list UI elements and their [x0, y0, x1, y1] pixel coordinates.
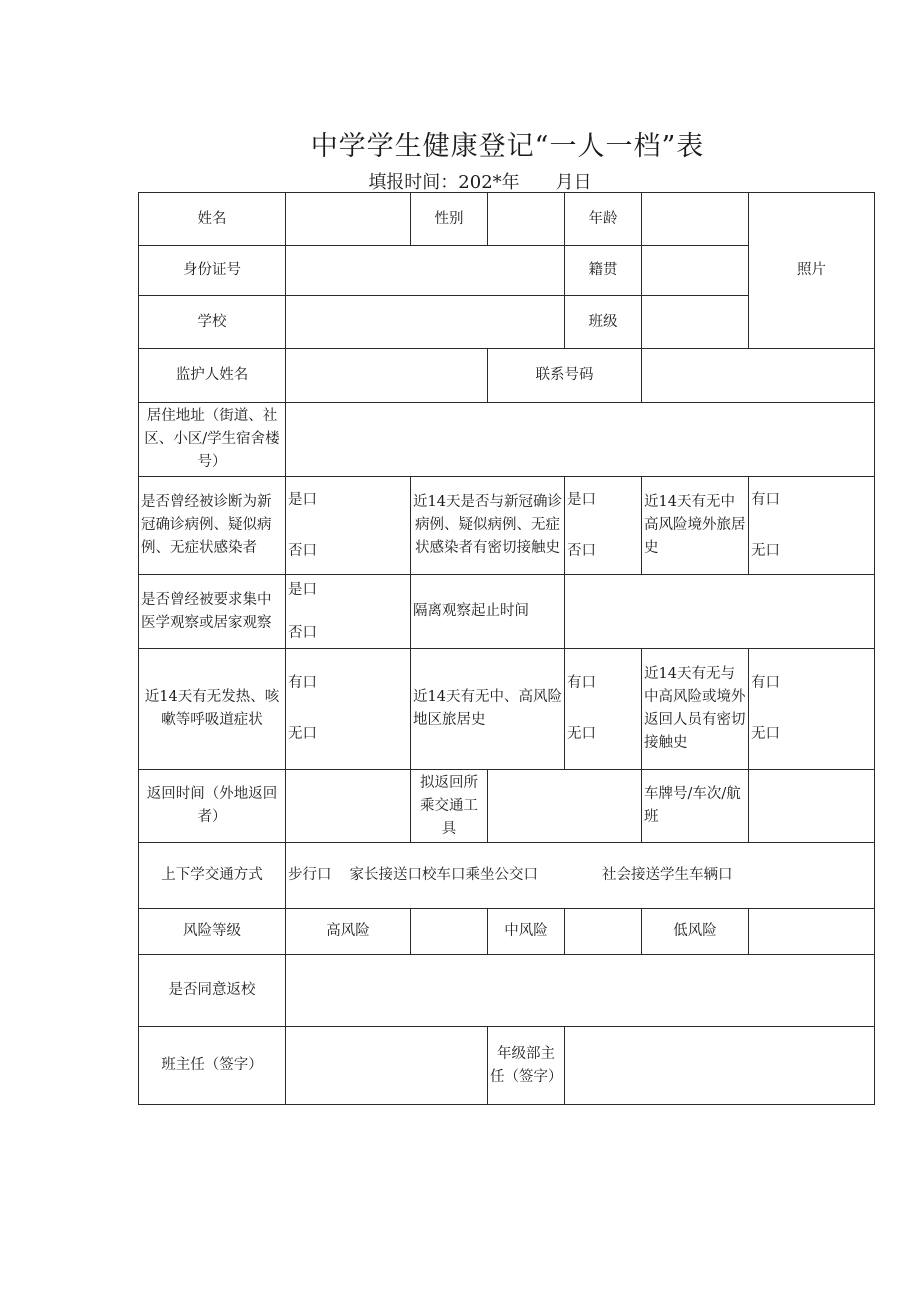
risk-level-label: 风险等级	[139, 909, 286, 955]
id-number-label: 身份证号	[139, 246, 286, 296]
diagnosed-yes-checkbox[interactable]: 是口	[288, 491, 317, 508]
low-risk-label: 低风险	[642, 909, 749, 955]
risk-area-options[interactable]	[565, 649, 642, 770]
symptoms-has-checkbox[interactable]: 有口	[288, 675, 317, 691]
high-risk-field[interactable]	[411, 909, 488, 955]
grade-head-label: 年级部主任（签字）	[488, 1027, 565, 1105]
name-field[interactable]	[286, 193, 411, 246]
contact-question: 近14天是否与新冠确诊病例、疑似病例、无症状感染者有密切接触史	[411, 477, 565, 575]
phone-field[interactable]	[642, 349, 875, 403]
risk-area-none-checkbox[interactable]: 无口	[567, 726, 596, 742]
diagnosed-options[interactable]	[286, 477, 411, 575]
quarantine-period-field[interactable]	[565, 575, 875, 649]
gender-label: 性别	[411, 193, 488, 246]
return-time-field[interactable]	[286, 770, 411, 843]
symptoms-none-checkbox[interactable]: 无口	[288, 726, 317, 742]
quarantine-yes-checkbox[interactable]: 是口	[288, 581, 317, 598]
mid-risk-field[interactable]	[565, 909, 642, 955]
age-label: 年龄	[565, 193, 642, 246]
homeroom-teacher-label: 班主任（签字）	[139, 1027, 286, 1105]
agree-return-field[interactable]	[286, 955, 875, 1027]
class-label: 班级	[565, 296, 642, 349]
risk-contact-question: 近14天有无与中高风险或境外返回人员有密切接触史	[642, 649, 749, 770]
agree-return-label: 是否同意返校	[139, 955, 286, 1027]
age-field[interactable]	[642, 193, 749, 246]
address-label: 居住地址（街道、社区、小区/学生宿舍楼号）	[139, 403, 286, 477]
quarantine-options[interactable]	[286, 575, 411, 649]
commute-label: 上下学交通方式	[139, 843, 286, 909]
hometown-label: 籍贯	[565, 246, 642, 296]
homeroom-teacher-signature[interactable]	[286, 1027, 488, 1105]
travel-abroad-options[interactable]	[749, 477, 875, 575]
grade-head-signature[interactable]	[565, 1027, 875, 1105]
school-field[interactable]	[286, 296, 565, 349]
commute-walk-checkbox[interactable]: 步行口	[288, 867, 332, 883]
commute-public-bus-checkbox[interactable]: 乘坐公交口	[465, 867, 538, 883]
symptoms-options[interactable]	[286, 649, 411, 770]
travel-abroad-none-checkbox[interactable]: 无口	[751, 542, 780, 559]
quarantine-question: 是否曾经被要求集中医学观察或居家观察	[139, 575, 286, 649]
name-label: 姓名	[139, 193, 286, 246]
class-field[interactable]	[642, 296, 749, 349]
return-transport-field[interactable]	[488, 770, 642, 843]
contact-options[interactable]	[565, 477, 642, 575]
commute-options[interactable]	[286, 843, 875, 909]
guardian-name-label: 监护人姓名	[139, 349, 286, 403]
low-risk-field[interactable]	[749, 909, 875, 955]
contact-yes-checkbox[interactable]: 是口	[567, 491, 596, 508]
page-title: 中学学生健康登记“一人一档”表	[310, 131, 705, 162]
quarantine-no-checkbox[interactable]: 否口	[288, 624, 317, 641]
address-field[interactable]	[286, 403, 875, 477]
symptoms-question: 近14天有无发热、咳嗽等呼吸道症状	[139, 649, 286, 770]
health-registration-form	[138, 192, 875, 1105]
fill-date: 填报时间：202*年 月日	[368, 172, 592, 193]
travel-abroad-question: 近14天有无中高风险境外旅居史	[642, 477, 749, 575]
commute-parent-checkbox[interactable]: 家长接送口	[349, 867, 422, 883]
commute-school-bus-checkbox[interactable]: 校车口	[422, 867, 466, 883]
risk-area-question: 近14天有无中、高风险地区旅居史	[411, 649, 565, 770]
mid-risk-label: 中风险	[488, 909, 565, 955]
quarantine-period-label: 隔离观察起止时间	[411, 575, 565, 649]
return-transport-label: 拟返回所乘交通工具	[411, 770, 488, 843]
contact-no-checkbox[interactable]: 否口	[567, 542, 596, 559]
phone-label: 联系号码	[488, 349, 642, 403]
diagnosed-no-checkbox[interactable]: 否口	[288, 542, 317, 559]
risk-area-has-checkbox[interactable]: 有口	[567, 675, 596, 691]
risk-contact-none-checkbox[interactable]: 无口	[751, 726, 780, 742]
plate-train-flight-label: 车牌号/车次/航班	[642, 770, 749, 843]
high-risk-label: 高风险	[286, 909, 411, 955]
photo-box[interactable]: 照片	[749, 193, 875, 349]
gender-field[interactable]	[488, 193, 565, 246]
commute-social-checkbox[interactable]: 社会接送学生车辆口	[602, 867, 733, 883]
guardian-name-field[interactable]	[286, 349, 488, 403]
risk-contact-options[interactable]	[749, 649, 875, 770]
travel-abroad-has-checkbox[interactable]: 有口	[751, 491, 780, 508]
school-label: 学校	[139, 296, 286, 349]
hometown-field[interactable]	[642, 246, 749, 296]
return-time-label: 返回时间（外地返回者）	[139, 770, 286, 843]
id-number-field[interactable]	[286, 246, 565, 296]
plate-train-flight-field[interactable]	[749, 770, 875, 843]
risk-contact-has-checkbox[interactable]: 有口	[751, 675, 780, 691]
diagnosed-question: 是否曾经被诊断为新冠确诊病例、疑似病例、无症状感染者	[139, 477, 286, 575]
